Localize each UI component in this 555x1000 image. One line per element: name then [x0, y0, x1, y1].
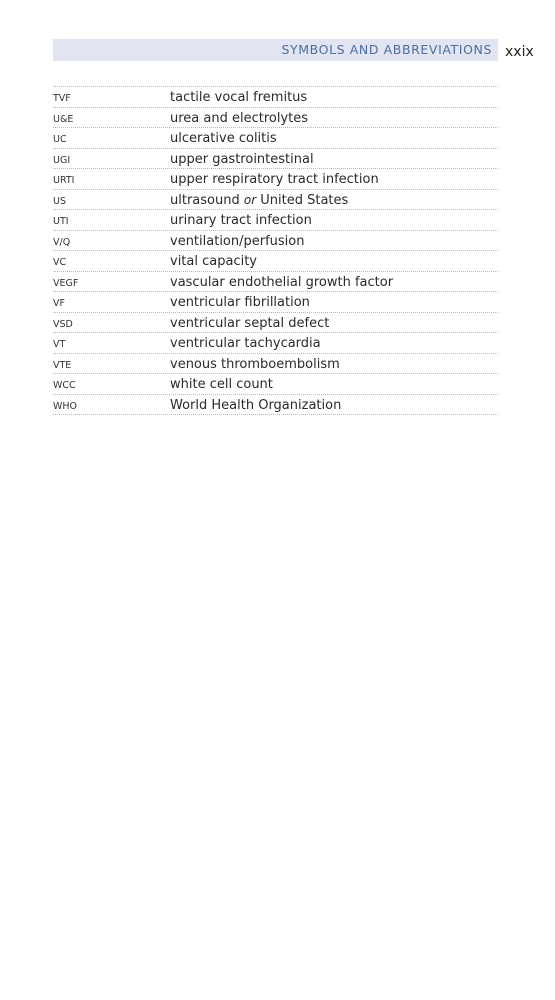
- abbreviation-row: [53, 354, 498, 375]
- abbreviation-row: [53, 128, 498, 149]
- abbreviation-code: UTI: [53, 216, 69, 227]
- abbreviation-meaning: upper gastrointestinal: [170, 151, 314, 167]
- abbreviation-code: US: [53, 195, 66, 207]
- abbreviation-list: [53, 86, 498, 415]
- abbreviation-meaning: tactile vocal fremitus: [170, 90, 308, 105]
- abbreviation-code: VEGF: [53, 277, 79, 289]
- running-header-title: SYMBOLS AND ABBREVIATIONS: [281, 42, 492, 57]
- abbreviation-row: [53, 87, 498, 108]
- abbreviation-row: [53, 190, 498, 211]
- abbreviation-row: [53, 231, 498, 252]
- abbreviation-meaning: ventricular tachycardia: [170, 336, 321, 351]
- abbreviation-code: UGI: [53, 154, 71, 166]
- abbreviation-code: VSD: [53, 318, 73, 330]
- page-number: xxix: [505, 44, 534, 60]
- abbreviation-meaning: ventricular fibrillation: [170, 295, 310, 310]
- abbreviation-code: VT: [53, 339, 66, 350]
- abbreviation-meaning: World Health Organization: [170, 397, 342, 413]
- abbreviation-code: URTI: [53, 175, 75, 186]
- abbreviation-row: [53, 169, 498, 190]
- abbreviation-meaning: urinary tract infection: [170, 213, 312, 228]
- abbreviation-meaning: vascular endothelial growth factor: [170, 274, 394, 290]
- abbreviation-code: VC: [53, 257, 67, 268]
- abbreviation-meaning: upper respiratory tract infection: [170, 172, 379, 187]
- abbreviation-row: [53, 333, 498, 354]
- abbreviation-meaning: [170, 192, 348, 209]
- abbreviation-meaning: venous thromboembolism: [170, 356, 340, 372]
- abbreviation-code: VTE: [53, 359, 72, 371]
- abbreviation-code: VF: [53, 298, 65, 309]
- abbreviation-row: [53, 251, 498, 272]
- abbreviation-code: WHO: [53, 400, 78, 412]
- meaning-text-before: ultrasound: [170, 192, 244, 208]
- abbreviation-row: [53, 313, 498, 334]
- abbreviation-row: [53, 149, 498, 170]
- abbreviation-meaning: white cell count: [170, 377, 273, 392]
- meaning-text-after: United States: [256, 192, 349, 208]
- abbreviation-row: [53, 210, 498, 231]
- abbreviation-meaning: urea and electrolytes: [170, 110, 309, 126]
- abbreviation-meaning: ulcerative colitis: [170, 131, 277, 146]
- abbreviation-code: V/Q: [53, 236, 71, 248]
- meaning-conjunction: or: [243, 192, 257, 207]
- abbreviation-row: [53, 108, 498, 129]
- abbreviation-meaning: ventricular septal defect: [170, 315, 330, 331]
- abbreviation-code: WCC: [53, 380, 76, 391]
- abbreviation-code: TVF: [53, 93, 71, 104]
- abbreviation-row: [53, 374, 498, 395]
- abbreviation-meaning: vital capacity: [170, 254, 257, 269]
- abbreviation-code: UC: [53, 134, 67, 145]
- abbreviation-meaning: ventilation/perfusion: [170, 233, 305, 249]
- abbreviation-row: [53, 272, 498, 293]
- abbreviation-row: [53, 395, 498, 416]
- abbreviation-code: U&E: [53, 113, 74, 125]
- abbreviation-row: [53, 292, 498, 313]
